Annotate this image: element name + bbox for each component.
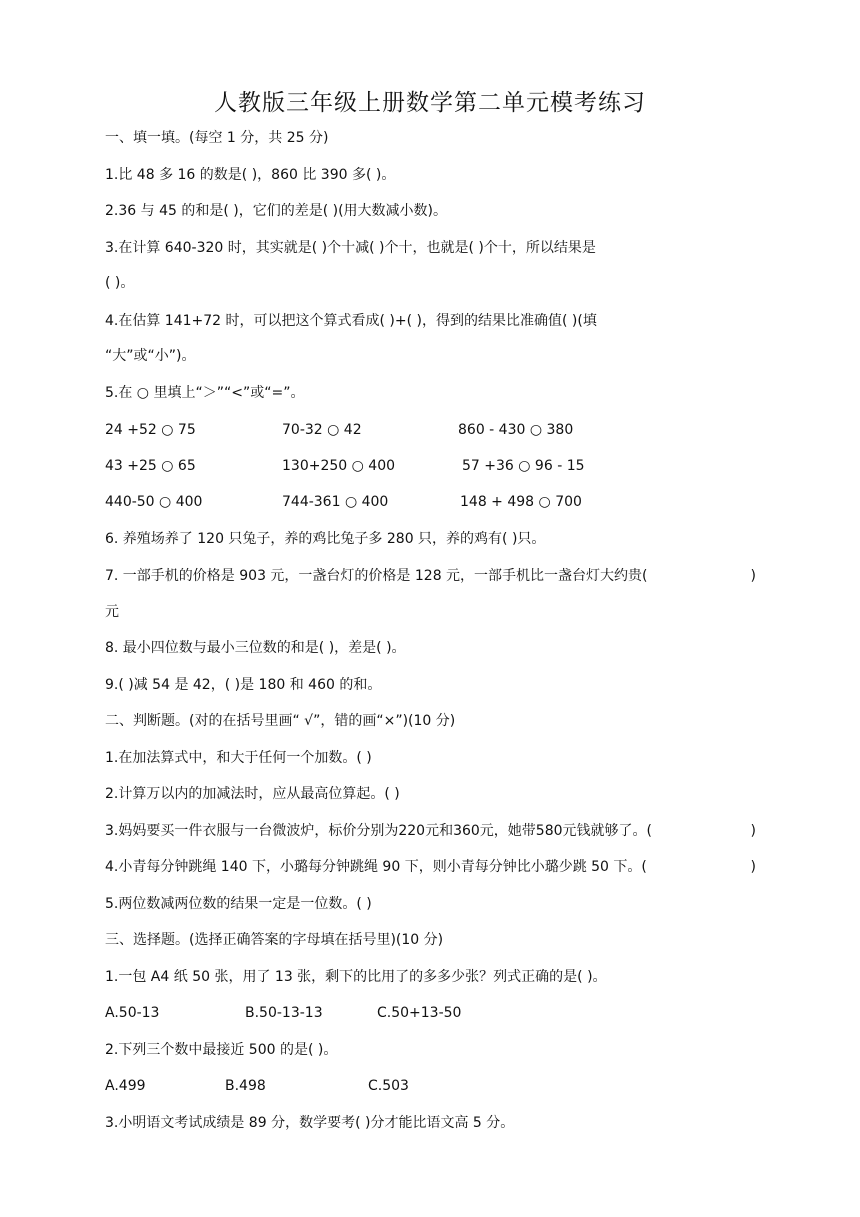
compare-item: 440-50 ○ 400 (105, 494, 203, 510)
question-1-4-line1: 4.在估算 141+72 时，可以把这个算式看成( )+( )，得到的结果比准确值( )(填 (105, 313, 597, 329)
section2-heading: 二、判断题。(对的在括号里画“ √”，错的画“×”)(10 分) (105, 713, 456, 729)
question-1-9: 9.( )减 54 是 42，( )是 180 和 460 的和。 (105, 677, 382, 693)
question-1-5: 5.在 ○ 里填上“＞”“<”或“=”。 (105, 385, 305, 401)
section1-heading: 一、填一填。(每空 1 分，共 25 分) (105, 130, 329, 146)
compare-item: 130+250 ○ 400 (282, 458, 396, 474)
section3-heading: 三、选择题。(选择正确答案的字母填在括号里)(10 分) (105, 932, 444, 948)
option-b: B.498 (225, 1078, 266, 1094)
compare-item: 24 +52 ○ 75 (105, 422, 196, 438)
question-2-5: 5.两位数减两位数的结果一定是一位数。( ) (105, 896, 372, 912)
option-c: C.50+13-50 (377, 1005, 462, 1021)
question-1-1: 1.比 48 多 16 的数是( )，860 比 390 多( )。 (105, 167, 396, 183)
compare-item: 148 + 498 ○ 700 (460, 494, 582, 510)
question-1-3-line1: 3.在计算 640-320 时，其实就是( )个十减( )个十，也就是( )个十，所以结果是 (105, 240, 596, 256)
question-3-1: 1.一包 A4 纸 50 张，用了 13 张，剩下的比用了的多多少张？列式正确的是( )。 (105, 969, 607, 985)
option-a: A.50-13 (105, 1005, 160, 1021)
question-2-4 (105, 857, 756, 877)
question-2-4-bracket-end: ) (750, 859, 756, 875)
option-a: A.499 (105, 1078, 146, 1094)
question-1-4-line2: “大”或“小”)。 (105, 348, 196, 364)
question-1-7-bracket-end: ) (750, 568, 756, 584)
question-2-2: 2.计算万以内的加减法时，应从最高位算起。( ) (105, 786, 400, 802)
question-3-2: 2.下列三个数中最接近 500 的是( )。 (105, 1042, 338, 1058)
question-2-4-text: 4.小青每分钟跳绳 140 下，小璐每分钟跳绳 90 下，则小青每分钟比小璐少跳 50 下。( (105, 859, 647, 875)
question-1-7-line2: 元 (105, 604, 119, 620)
compare-item: 57 +36 ○ 96 - 15 (462, 458, 585, 474)
compare-item: 860 - 430 ○ 380 (458, 422, 574, 438)
question-1-3-line2: ( )。 (105, 275, 135, 291)
compare-item: 744-361 ○ 400 (282, 494, 389, 510)
question-1-7-line1 (105, 566, 756, 586)
question-1-7-text: 7. 一部手机的价格是 903 元，一盏台灯的价格是 128 元，一部手机比一盏台灯大约贵( (105, 568, 648, 584)
question-1-2: 2.36 与 45 的和是( )，它们的差是( )(用大数减小数)。 (105, 203, 448, 219)
option-b: B.50-13-13 (245, 1005, 323, 1021)
question-2-3 (105, 821, 756, 841)
compare-item: 70-32 ○ 42 (282, 422, 362, 438)
question-1-8: 8. 最小四位数与最小三位数的和是( )，差是( )。 (105, 640, 406, 656)
question-2-1: 1.在加法算式中，和大于任何一个加数。( ) (105, 750, 372, 766)
question-1-6: 6. 养殖场养了 120 只兔子，养的鸡比兔子多 280 只，养的鸡有( )只。 (105, 531, 546, 547)
question-2-3-text: 3.妈妈要买一件衣服与一台微波炉，标价分别为220元和360元，她带580元钱就够了。( (105, 823, 652, 839)
compare-item: 43 +25 ○ 65 (105, 458, 196, 474)
option-c: C.503 (368, 1078, 409, 1094)
question-3-3: 3.小明语文考试成绩是 89 分，数学要考( )分才能比语文高 5 分。 (105, 1115, 515, 1131)
question-2-3-bracket-end: ) (750, 823, 756, 839)
page-title: 人教版三年级上册数学第二单元模考练习 (214, 90, 646, 116)
